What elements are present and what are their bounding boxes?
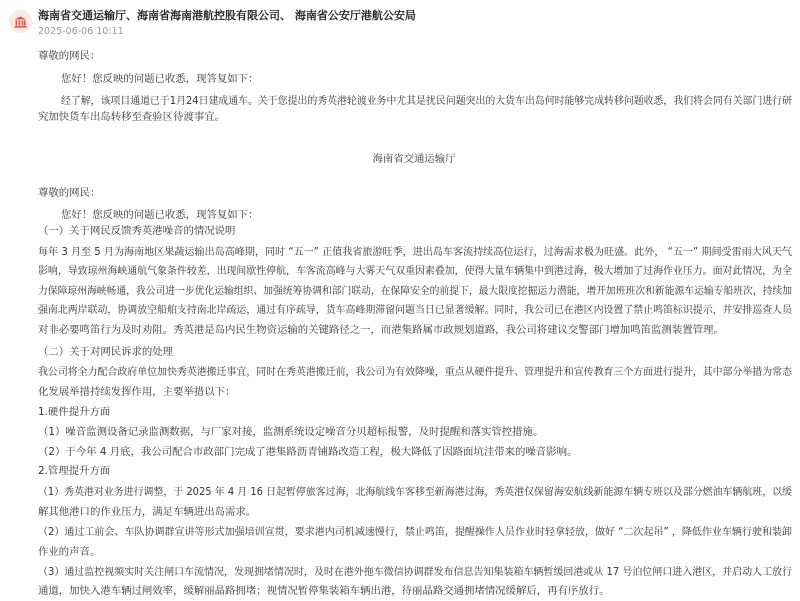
list-item: （1）秀英港对业务进行调整，于 2025 年 4 月 16 日起暂停旅客过海，北海航线车客移至新海港过海，秀英港仅保留海安航线新能源车辆专班以及部分燃油车辆航班，以缓 — [38, 486, 792, 498]
reply-timestamp: 2025-06-06 10:11 — [38, 26, 124, 37]
paragraph-line: 强南北两岸联动，协调放空船舶支持南北岸疏运，通过有序疏导，货车高峰期滞留问题当日已显著缓解。同时，我公司已在港区内设置了禁止鸣笛标识提示，并安排巡查人员 — [38, 304, 792, 316]
list-item: （2）通过工前会、车队协调群宣讲等形式加强培训宣贯，要求港内司机减速慢行，禁止鸣笛，提醒操作人员作业时轻拿轻放，做好 “二次起吊” ，降低作业车辆行驶和装卸 — [38, 526, 793, 538]
greeting: 尊敬的网民： — [38, 50, 101, 62]
paragraph-line: 我公司将全力配合政府单位加快秀英港搬迁事宜，同时在秀英港搬迁前，我公司为有效降噪，重点从硬件提升、管理提升和宣传教育三个方面进行提升，其中部分举措为常态 — [38, 366, 792, 378]
paragraph-line: 究加快货车出岛转移至查验区待渡事宜。 — [38, 111, 226, 123]
greeting: 尊敬的网民： — [38, 187, 101, 199]
reply-header — [0, 0, 800, 42]
list-item: （3）通过监控视频实时关注闸口车流情况，发现拥堵情况时，及时在港外拖车微信协调群发布信息告知集装箱车辆暂缓回港或从 17 号泊位闸口进入港区，并启动人工放行 — [38, 566, 793, 578]
paragraph-line: 对非必要鸣笛行为及时劝阻。秀英港是岛内民生物资运输的关键路径之一，而港集路属市政规划道路，我公司将建议交警部门增加鸣笛监测装置管理。 — [38, 324, 724, 336]
avatar — [9, 10, 32, 33]
section-title: （一）关于网民反馈秀英港噪音的情况说明 — [38, 225, 236, 237]
opening-line: 您好！您反映的问题已收悉，现答复如下： — [61, 73, 259, 85]
list-item: 解其他港口的作业压力，满足车辆进出岛需求。 — [38, 506, 257, 518]
paragraph-line: 每年 3 月至 5 月为海南地区果蔬运输出岛高峰期，同时 “五一” 正值我省旅游旺季，进出岛车客流持续高位运行，过海需求极为旺盛。此外， “五一” 期间受雷雨大风天气 — [38, 246, 793, 258]
opening-line: 您好！您反映的问题已收悉，现答复如下： — [61, 209, 259, 221]
section-title: （二）关于对网民诉求的处理 — [38, 346, 174, 358]
subsection-title: 2.管理提升方面 — [38, 465, 111, 477]
paragraph-line: 影响，导致琼州海峡通航气象条件较差，出现间歇性停航，车客流高峰与大雾天气双重因素叠加，使得大量车辆集中到港过海，极大增加了过海作业压力。面对此情况，为全 — [38, 265, 792, 277]
list-item: 通道，加快入港车辆过闸效率，缓解丽晶路拥堵；视情况暂停集装箱车辆出港，待丽晶路交通拥堵情况缓解后，再有序放行。 — [38, 585, 610, 597]
subsection-title: 1.硬件提升方面 — [38, 406, 111, 418]
paragraph-line: 经了解，该项目通道已于1月24日建成通车。关于您提出的秀英港轮渡业务中尤其是扰民问题突出的大货车出岛何时能够完成转移问题收悉，我们将会同有关部门进行研 — [61, 95, 793, 107]
government-building-icon — [14, 16, 27, 28]
paragraph-line: 化发展举措持续发挥作用，主要举措以下： — [38, 386, 236, 398]
list-item: （2）于今年 4 月底，我公司配合市政部门完成了港集路沥青铺路改造工程，极大降低了因路面坑洼带来的噪音影响。 — [38, 446, 578, 458]
list-item: （1）噪音监测设备记录监测数据，与厂家对接，监测系统设定噪音分贝超标报警，及时提醒和落实管控措施。 — [38, 426, 544, 438]
list-item: 作业的声音。 — [38, 546, 101, 558]
paragraph-line: 力保障琼州海峡畅通，我公司进一步优化运输组织、加强统筹协调和部门联动，在保障安全的前提下，最大限度挖掘运力潜能，增开加班班次和新能源车运输专船班次，持续加 — [38, 285, 792, 297]
responder-organization: 海南省交通运输厅、海南省海南港航控股有限公司、 海南省公安厅港航公安局 — [38, 9, 416, 22]
signature: 海南省交通运输厅 — [372, 153, 456, 165]
